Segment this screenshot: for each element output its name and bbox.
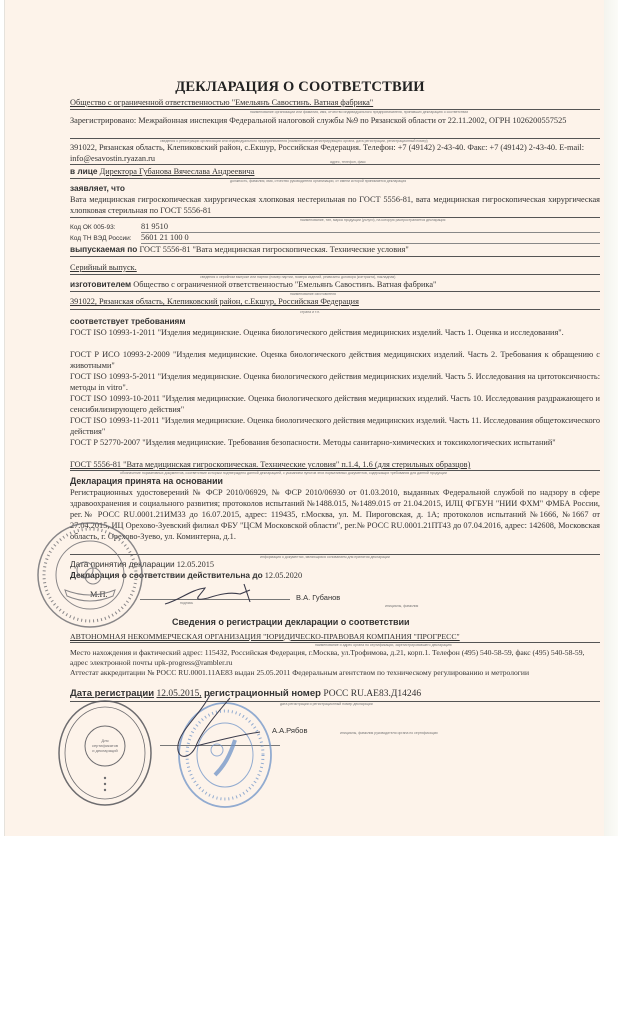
signatory-hint: инициалы, фамилия — [385, 604, 419, 608]
represented-hint: должность, фамилия, имя, отчество руководителя организации, от имени которой принимается декларация — [230, 179, 407, 183]
reg-number-label: регистрационный номер — [203, 688, 321, 699]
product-description: Вата медицинская гигроскопическая хирургическая хлопковая нестерильная по ГОСТ 5556-81, вата медицинская гигроскопическая хирургическая хлопковая стерильная по ГОСТ 5556-81 — [70, 195, 600, 215]
requirement-item: ГОСТ Р 52770-2007 "Изделия медицинские. Требования безопасности. Методы санитарно-химических и токсикологических испытаний" — [70, 438, 556, 447]
svg-text:и деклараций: и деклараций — [92, 748, 118, 753]
requirements-label: соответствует требованиям — [70, 316, 186, 326]
code-tnved-label: Код ТН ВЭД России: — [70, 235, 132, 242]
requirement-item: ГОСТ ISO 10993-5-2011 "Изделия медицинские. Оценка биологического действия медицинских изделий. Часть 5. Исследования на цитотоксичность: методы in vitro". — [70, 372, 600, 392]
code-ok-label: Код ОК 005-93: — [70, 224, 116, 231]
basis-text: Регистрационных удостоверений № ФСР 2010/06929, № ФСР 2010/06930 от 01.03.2010, выданных Федеральной службой по надзору в сфере здравоохранения и социального развития; протоколов испытаний №1488.015, №1489.015 от 21.04.2015, ИЛЦ ФГБУН "НИИ ФХМ" ФМБА России, рег.№ РОСС RU.0001.21ИМ33 до 16.07.2015, адрес: 119435, г.Москва, ул. М. Пироговская, д. 1А; протоколов испытаний №1666, №1667 от 27.04.2015, ИЦ Орехово-Зуевский филиал ФБУ "ЦСМ Московской области", рег.№ РОСС RU.0001.21ПТ43 до 07.04.2016, адрес: 142608, Московская область, г. Орехово-Зуево, ул. Коминтерна, д.1. — [70, 488, 600, 541]
accepted-date: 12.05.2015 — [176, 560, 215, 569]
registrar-signatory: А.А.Рябов — [272, 726, 308, 735]
series-hint: сведения о серийном выпуске или партии (номер партии, номера изделий, реквизиты договора (контракта), накладная) — [200, 275, 396, 279]
signatory-name: В.А. Губанов — [296, 593, 341, 602]
svg-text:Для: Для — [101, 738, 109, 743]
requirement-item-last: ГОСТ 5556-81 "Вата медицинская гигроскопическая. Технические условия" п.1.4, 1.6 (для стерильных образцов) — [70, 460, 471, 469]
produced-standard: ГОСТ 5556-81 "Вата медицинская гигроскопическая. Технические условия" — [139, 245, 409, 254]
manufacturer-hint: наименование изготовителя — [290, 292, 336, 296]
address-hint: адрес, телефон, факс — [330, 160, 366, 164]
product-hint: наименование, тип, марка продукции (услуги), на которую распространяется декларация — [300, 218, 446, 222]
accepted-label: Дата принятия декларации — [70, 559, 175, 569]
reg-date-label: Дата регистрации — [70, 688, 155, 699]
registration-hint: сведения о регистрации организации или индивидуального предпринимателя (наименование регистрирующего органа, дата регистрации, регистрационный номер) — [160, 139, 428, 143]
represented-label: в лице — [70, 166, 98, 176]
registration-info: Зарегистрировано: Межрайонная инспекция Федеральной налоговой службы №9 по Рязанской области от 22.11.2002, ОГРН 1026200557525 — [70, 116, 567, 125]
applicant: Общество с ограниченной ответственностью "Емельянъ Савостинъ. Ватная фабрика" — [70, 98, 374, 107]
seal-mark: М.П. — [90, 590, 108, 599]
represented-person: Директора Губанова Вячеслава Андреевича — [99, 167, 255, 176]
code-ok-value: 81 9510 — [141, 222, 168, 231]
code-tnved-value: 5601 21 100 0 — [141, 233, 189, 242]
produced-label: выпускаемая по — [70, 244, 138, 254]
basis-hint: информация о документах, являющихся основанием для принятия декларации — [260, 555, 390, 559]
page-edge — [604, 0, 618, 836]
manufacturer-label: изготовителем — [70, 279, 132, 289]
certification-body-stamp — [55, 698, 155, 808]
requirement-item: ГОСТ ISO 10993-10-2011 "Изделия медицинские. Оценка биологического действия медицинских изделий. Часть 10. Исследования раздражающего и сенсибилизирующего действия" — [70, 394, 600, 414]
valid-date: 12.05.2020 — [264, 571, 303, 580]
reg-hint: дата регистрации и регистрационный номер декларации — [280, 702, 373, 706]
registrar-signature — [160, 690, 270, 770]
signature-hint: подпись — [180, 601, 194, 605]
requirements-hint: обозначение нормативных документов, соответствие которым подтверждено данной декларацией, с указанием пунктов этих нормативных документов, содержащих требования для данной продукции — [120, 471, 447, 475]
registrar-signatory-hint: инициалы, фамилия руководителя органа по сертификации — [340, 731, 438, 735]
divider — [70, 164, 600, 165]
basis-label: Декларация принята на основании — [70, 476, 223, 486]
requirement-item: ГОСТ ISO 10993-1-2011 "Изделия медицинские. Оценка биологического действия медицинских изделий. Часть 1. Оценка и исследования". — [70, 328, 564, 337]
svg-text:сертификатов: сертификатов — [91, 743, 119, 748]
manufacturer-address: 391022, Рязанская область, Клепиковский район, с.Екшур, Российская Федерация — [70, 297, 359, 306]
reg-number: РОСС RU.АЕ83.Д14246 — [323, 689, 422, 699]
applicant-hint: наименование организации или фамилия, имя, отчество индивидуального предпринимателя, принявших декларацию о соответствии — [250, 110, 469, 114]
company-stamp — [35, 520, 145, 630]
document-title: ДЕКЛАРАЦИЯ О СООТВЕТСТВИИ — [175, 79, 425, 95]
registration-title: Сведения о регистрации декларации о соответствии — [172, 617, 410, 627]
registrar-info: Место нахождения и фактический адрес: 115432, Российская Федерация, г.Москва, ул.Трофимова, д.21, корп.1. Телефон (495) 540-58-59, факс (495) 540-58-59, адрес электронной почты upk-progress@rambler.ru — [70, 648, 585, 667]
divider — [70, 256, 600, 257]
requirement-item: ГОСТ ISO 10993-11-2011 "Изделия медицинские. Оценка биологического действия медицинских изделий. Часть 11. Исследования общетоксического действия" — [70, 416, 600, 436]
applicant-address: 391022, Рязанская область, Клепиковский район, с.Екшур, Российская Федерация. Телефон: +7 (49142) 2-43-40. Факс: +7 (49142) 2-43-40. E-mail: info@esavostin.ryazan.ru — [70, 143, 585, 163]
divider — [141, 232, 600, 233]
divider — [70, 309, 600, 310]
applicant-signature — [160, 580, 260, 610]
requirement-item: ГОСТ Р ИСО 10993-2-2009 "Изделия медицинские. Оценка биологического действия медицинских изделий. Часть 2. Требования к обращению с животными" — [70, 350, 600, 370]
registrar-hint: наименование и адрес органа по сертификации, зарегистрировавшего декларацию — [315, 643, 452, 647]
accreditation-info: Аттестат аккредитации № РОСС RU.0001.11АЕ83 выдан 25.05.2011 Федеральным агентством по техническому регулированию и метрологии — [70, 668, 530, 677]
registrar-name: АВТОНОМНАЯ НЕКОММЕРЧЕСКАЯ ОРГАНИЗАЦИЯ "ЮРИДИЧЕСКО-ПРАВОВАЯ КОМПАНИЯ "ПРОГРЕСС" — [70, 632, 460, 641]
reg-date: 12.05.2015, — [156, 689, 202, 699]
manufacturer-name: Общество с ограниченной ответственностью "Емельянъ Савостинъ. Ватная фабрика" — [133, 280, 437, 289]
manufacturer-address-hint: страна и т.п. — [300, 310, 321, 314]
serial-production: Серийный выпуск. — [70, 263, 137, 272]
declares-label: заявляет, что — [70, 183, 125, 193]
valid-label: Декларация о соответствии действительна до — [70, 570, 263, 580]
